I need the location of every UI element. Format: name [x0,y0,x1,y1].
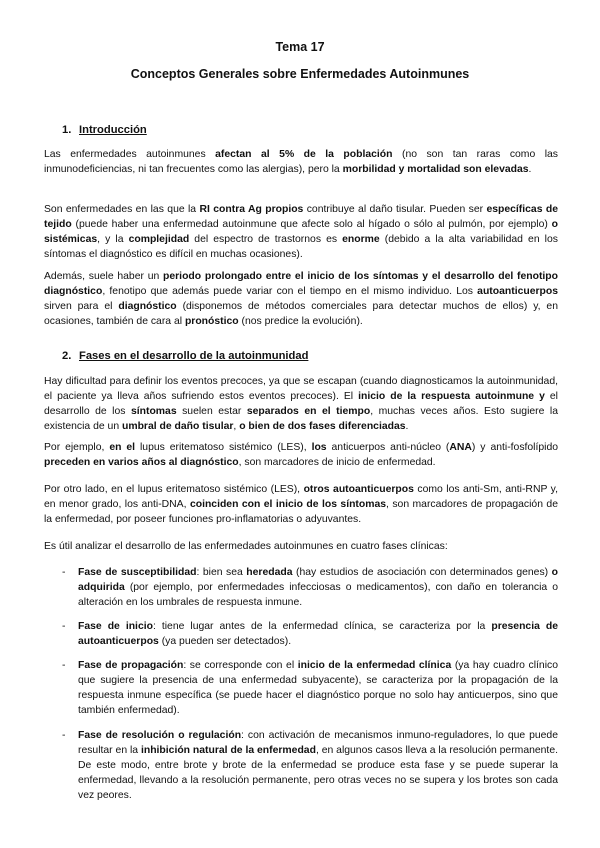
text-run: Las enfermedades autoinmunes [44,149,216,160]
bold-text: afectan al 5% de la población [215,149,393,160]
bold-text: presencia de autoanticuerpos [78,621,559,647]
text-run: Por otro lado, en el lupus eritematoso sistémico (LES), [44,484,304,495]
text-run: ) y anti-fosfolípido [471,442,559,453]
text-run: Hay dificultad para definir los eventos precoces, ya que se escapan (cuando diagnosticamos la autoinmunidad, el paciente ya lleva años sufriendo estos eventos precoces). El [44,376,558,402]
bold-text: Fase de susceptibilidad [78,567,197,578]
text-run: (puede haber una enfermedad autoinmune que afecte solo al hígado o sólo al pulmón, por ejemplo) [71,219,552,230]
text-run: (ya pueden ser detectados). [158,636,292,647]
text-run: , fenotipo que además puede variar con el tiempo en el mismo individuo. Los [102,286,478,297]
paragraph [44,482,558,527]
bold-text: enorme [342,234,380,245]
text-run: , muchas veces años. Esto sugiere la existencia de un [44,406,558,432]
paragraph [44,539,558,554]
list-item [62,658,558,718]
text-run: anticuerpos anti-núcleo ( [326,442,450,453]
bold-text: inicio de la respuesta autoinmune y [358,391,545,402]
bold-text: otros autoanticuerpos [303,484,414,495]
paragraph [44,202,558,262]
bold-text: preceden en varios años al diagnóstico [44,457,239,468]
bold-text: pronóstico [184,316,239,327]
text-run: Es útil analizar el desarrollo de las enfermedades autoinmunes en cuatro fases clínicas: [44,541,448,552]
list-bullet: - [62,567,66,578]
bold-text: Fase de resolución o regulación [78,730,242,741]
list-bullet: - [62,621,66,632]
bold-text: autoanticuerpos [477,286,558,297]
text-run: (no son tan raras como las inmunodeficiencias, ni tan frecuentes como las alergias), pero la [44,149,558,175]
text-run: , [233,421,240,432]
bold-text: complejidad [128,234,190,245]
text-run: , en algunos casos lleva a la resolución permanente. De este modo, entre brote y brote de la enfermedad se produce esta fase y se puede superar la enfermedad, llevando a la resolución permanente, pero otras veces no se supera y los brotes son cada vez peores. [78,745,558,801]
bold-text: heredada [246,567,293,578]
bold-text: diagnóstico [118,301,177,312]
bold-text: o adquirida [78,567,558,593]
bold-text: inicio de la enfermedad clínica [297,660,452,671]
text-run: , y la [97,234,129,245]
text-run: lupus eritematoso sistémico (LES), [135,442,312,453]
bold-text: Fase de inicio [78,621,153,632]
text-run: Además, suele haber un [44,271,164,282]
text-run: , son marcadores de inicio de enfermedad. [238,457,436,468]
list-item-text [78,619,558,649]
list-item [62,619,558,649]
bold-text: los [311,442,327,453]
bold-text: morbilidad y mortalidad son elevadas [342,164,529,175]
bold-text: ANA [449,442,472,453]
text-run: sirven para el [44,301,119,312]
list-item-text [78,658,558,718]
text-run: : bien sea [196,567,247,578]
bold-text: síntomas [130,406,177,417]
bold-text: inhibición natural de la enfermedad [140,745,316,756]
list-bullet: - [62,660,66,671]
section-heading-fases [62,350,308,362]
section-label: Introducción [79,124,147,136]
bold-text: específicas de tejido [44,204,558,230]
text-run: como los anti-Sm, anti-RNP y, en menor grado, los anti-DNA, [44,484,558,510]
list-item [62,728,558,803]
text-run: : con activación de mecanismos inmuno-reguladores, lo que puede resultar en la [78,730,558,756]
document-title: Tema 17 [275,40,325,54]
paragraph [44,374,558,434]
document-subtitle: Conceptos Generales sobre Enfermedades Autoinmunes [130,67,470,81]
text-run: (hay estudios de asociación con determinados genes) [292,567,552,578]
text-run: el desarrollo de los [44,391,558,417]
text-run: del espectro de trastornos es [189,234,343,245]
text-run: (ya hay cuadro clínico que sugiere la presencia de una enfermedad subyacente), se caracteriza por la propagación de la respuesta inmune específica (se puede hacer el diagnóstico porque no solo hay anticuerpos, sino que también enfermedad). [78,660,558,716]
bold-text: en el [109,442,136,453]
list-item-text [78,728,558,803]
text-run: , son marcadores de propagación de la enfermedad, por poseer funciones pro-inflamatorias o adyuvantes. [44,499,558,525]
text-run: . [405,421,409,432]
text-run: (por ejemplo, por enfermedades infecciosas o medicamentos), con daño en tolerancia o alteración en los umbrales de respuesta inmune. [78,582,558,608]
bold-text: o bien de dos fases diferenciadas [239,421,406,432]
paragraph [44,147,558,177]
text-run: (nos predice la evolución). [238,316,363,327]
bold-text: Fase de propagación [78,660,184,671]
text-run: (debido a la alta variabilidad en los síntomas el diagnóstico es difícil en muchas ocasiones). [44,234,558,260]
section-heading-introduccion [62,124,147,136]
list-item [62,565,558,610]
section-number: 1. [62,124,72,136]
bold-text: periodo prolongado entre el inicio de los síntomas y el desarrollo del fenotipo diagnóstico [44,271,558,297]
bold-text: coinciden con el inicio de los síntomas [189,499,387,510]
paragraph [44,440,558,470]
text-run: contribuye al daño tisular. Pueden ser [303,204,487,215]
text-run: Por ejemplo, [44,442,110,453]
list-bullet: - [62,730,66,741]
paragraph [44,269,558,329]
bold-text: RI contra Ag propios [199,204,304,215]
text-run: . [528,164,532,175]
text-run: : se corresponde con el [183,660,298,671]
text-run: (disponemos de métodos comerciales para detectar muchos de ellos) y, en ocasiones, también de cara al [44,301,558,327]
text-run: : tiene lugar antes de la enfermedad clínica, se caracteriza por la [152,621,492,632]
text-run: suelen estar [176,406,247,417]
bold-text: separados en el tiempo [246,406,371,417]
list-item-text [78,565,558,610]
bold-text: o sistémicas [44,219,558,245]
section-number: 2. [62,350,72,362]
bold-text: umbral de daño tisular [121,421,234,432]
section-label: Fases en el desarrollo de la autoinmunidad [79,350,309,362]
text-run: Son enfermedades en las que la [44,204,200,215]
